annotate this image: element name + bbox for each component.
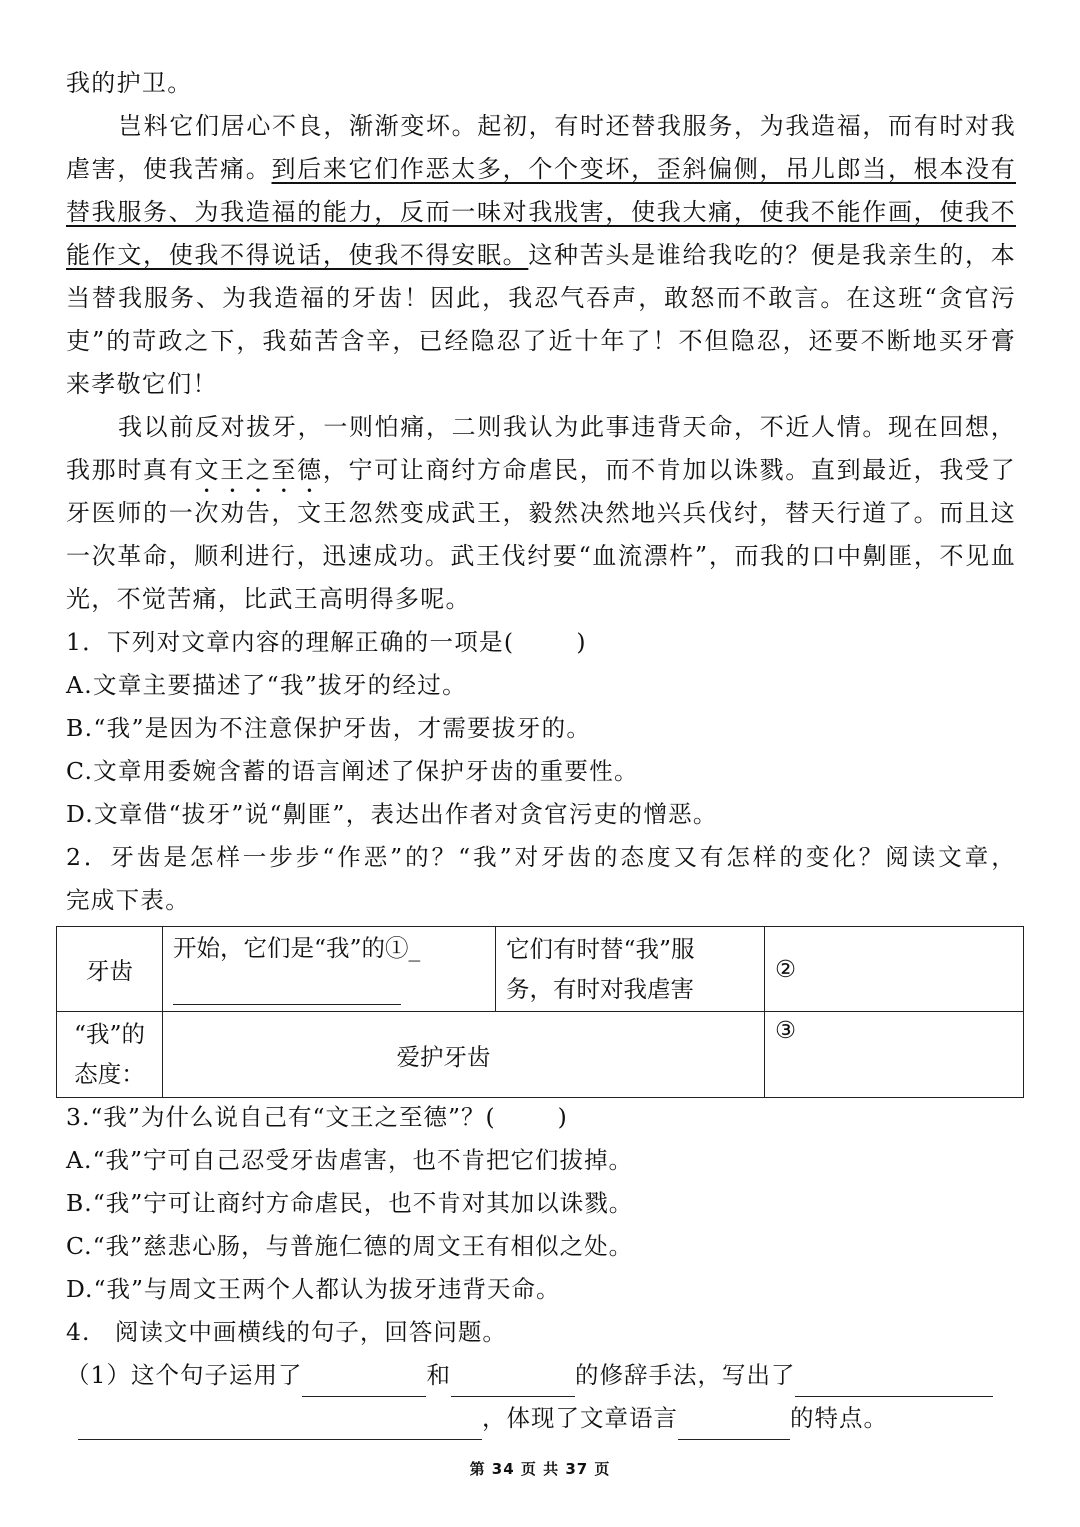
question-3-stem [66, 1096, 1026, 1139]
question-4-line-1 [66, 1354, 1026, 1397]
question-1-option-c: C.文章用委婉含蓄的语言阐述了保护牙齿的重要性。 [66, 757, 639, 785]
passage-line: 一次革命，顺利进行，迅速成功。武王伐纣要“血流漂杵”，而我的口中劓匪，不见血 [66, 542, 1016, 570]
table-cell-text: 爱护牙齿 [396, 1042, 491, 1071]
passage-line: 光，不觉苦痛，比武王高明得多呢。 [66, 585, 471, 613]
question-4-stem: 4. 阅读文中画横线的句子，回答问题。 [66, 1318, 507, 1346]
table-cell-text: “我”的 [73, 1020, 146, 1048]
passage-line: 牙医师的一次劝告，文王忽然变成武王，毅然决然地兴兵伐纣，替天行道了。而且这 [66, 499, 1016, 527]
table-cell [496, 927, 765, 1012]
question-1-stem [66, 621, 1016, 664]
table-cell-text: ② [775, 955, 797, 983]
question-3-option-b: B.“我”宁可让商纣方命虐民，也不肯对其加以诛戮。 [66, 1189, 634, 1217]
passage-line: 岂料它们居心不良，渐渐变坏。起初，有时还替我服务，为我造福，而有时对我 [118, 112, 1016, 140]
answer-table [56, 926, 1024, 1098]
passage-line: 来孝敬它们！ [66, 370, 218, 398]
table-cell-text: 开始，它们是“我”的①_ [173, 934, 421, 962]
passage [66, 62, 1016, 922]
passage-line: 当替我服务、为我造福的牙齿！因此，我忍气吞声，敢怒而不敢言。在这班“贪官污 [66, 284, 1016, 312]
answer-blank[interactable] [795, 1368, 993, 1397]
question-1-option-b: B.“我”是因为不注意保护牙齿，才需要拔牙的。 [66, 714, 592, 742]
table-cell-text: 务，有时对我虐害 [506, 975, 694, 1003]
table-cell-text: 它们有时替“我”服 [506, 935, 695, 963]
table-cell [163, 927, 496, 1012]
question-text: ，体现了文章语言 [482, 1404, 678, 1432]
table-row-head [57, 927, 163, 1012]
passage-line [66, 148, 1016, 191]
question-2-stem: 完成下表。 [66, 886, 190, 914]
table-cell-text: 态度： [74, 1060, 145, 1088]
underlined-sentence: 到后来它们作恶太多，个个变坏，歪斜偏侧，吊儿郎当，根本没有 [271, 155, 1017, 183]
question-text: 的修辞手法，写出了 [574, 1361, 796, 1389]
passage-line [66, 191, 1016, 234]
page-footer: 第 34 页 共 37 页 [469, 1460, 611, 1478]
question-text: 3.“我”为什么说自己有“文王之至德”？( [66, 1103, 496, 1131]
question-text: ) [557, 1103, 568, 1131]
table-cell-text: 牙齿 [86, 957, 133, 985]
question-text: 和 [426, 1361, 451, 1389]
answer-blank-1[interactable] [173, 967, 487, 1005]
question-3-option-a: A.“我”宁可自己忍受牙齿虐害，也不肯把它们拔掉。 [66, 1146, 633, 1174]
answer-blank[interactable] [302, 1368, 426, 1397]
answer-cell-2[interactable] [765, 927, 1024, 1012]
question-3 [66, 1096, 1026, 1440]
passage-line: 我的护卫。 [66, 69, 193, 97]
passage-text: 虐害，使我苦痛。 [66, 155, 272, 183]
answer-cell-3[interactable] [765, 1012, 1024, 1098]
passage-text: ，宁可让商纣方命虐民，而不肯加以诛戮。直到最近，我受了 [322, 456, 1017, 484]
answer-blank[interactable] [678, 1411, 790, 1440]
passage-line: 吏”的苛政之下，我茹苦含辛，已经隐忍了近十年了！不但隐忍，还要不断地买牙膏 [66, 327, 1016, 355]
passage-text: 我那时真有 [66, 456, 195, 484]
emphasized-phrase: 文王之至德 [194, 456, 323, 484]
question-text: （1）这个句子运用了 [66, 1361, 303, 1389]
table-row-head [57, 1012, 163, 1098]
question-text: 的特点。 [790, 1404, 888, 1432]
question-text: 1．下列对文章内容的理解正确的一项是( [66, 628, 515, 656]
question-2-stem: 2．牙齿是怎样一步步“作恶”的？“我”对牙齿的态度又有怎样的变化？阅读文章， [66, 843, 1016, 871]
passage-line [66, 449, 1016, 492]
passage-text: 这种苦头是谁给我吃的？便是我亲生的，本 [528, 241, 1016, 269]
answer-blank[interactable] [78, 1411, 482, 1440]
answer-blank[interactable] [451, 1368, 575, 1397]
table-cell-text: ③ [775, 1016, 797, 1044]
question-text: ) [576, 628, 587, 656]
table-cell [163, 1012, 765, 1098]
question-3-option-d: D.“我”与周文王两个人都认为拔牙违背天命。 [66, 1275, 561, 1303]
underlined-sentence: 替我服务、为我造福的能力，反而一味对我戕害，使我大痛，使我不能作画，使我不 [66, 198, 1016, 226]
question-1-option-d: D.文章借“拔牙”说“劓匪”，表达出作者对贪官污吏的憎恶。 [66, 800, 718, 828]
question-3-option-c: C.“我”慈悲心肠，与普施仁德的周文王有相似之处。 [66, 1232, 634, 1260]
passage-line: 我以前反对拔牙，一则怕痛，二则我认为此事违背天命，不近人情。现在回想， [118, 413, 1016, 441]
question-1-option-a: A.文章主要描述了“我”拔牙的经过。 [66, 671, 467, 699]
question-4-line-2 [66, 1397, 1026, 1440]
passage-line [66, 234, 1016, 277]
underlined-sentence: 能作文，使我不得说话，使我不得安眠。 [66, 241, 529, 269]
